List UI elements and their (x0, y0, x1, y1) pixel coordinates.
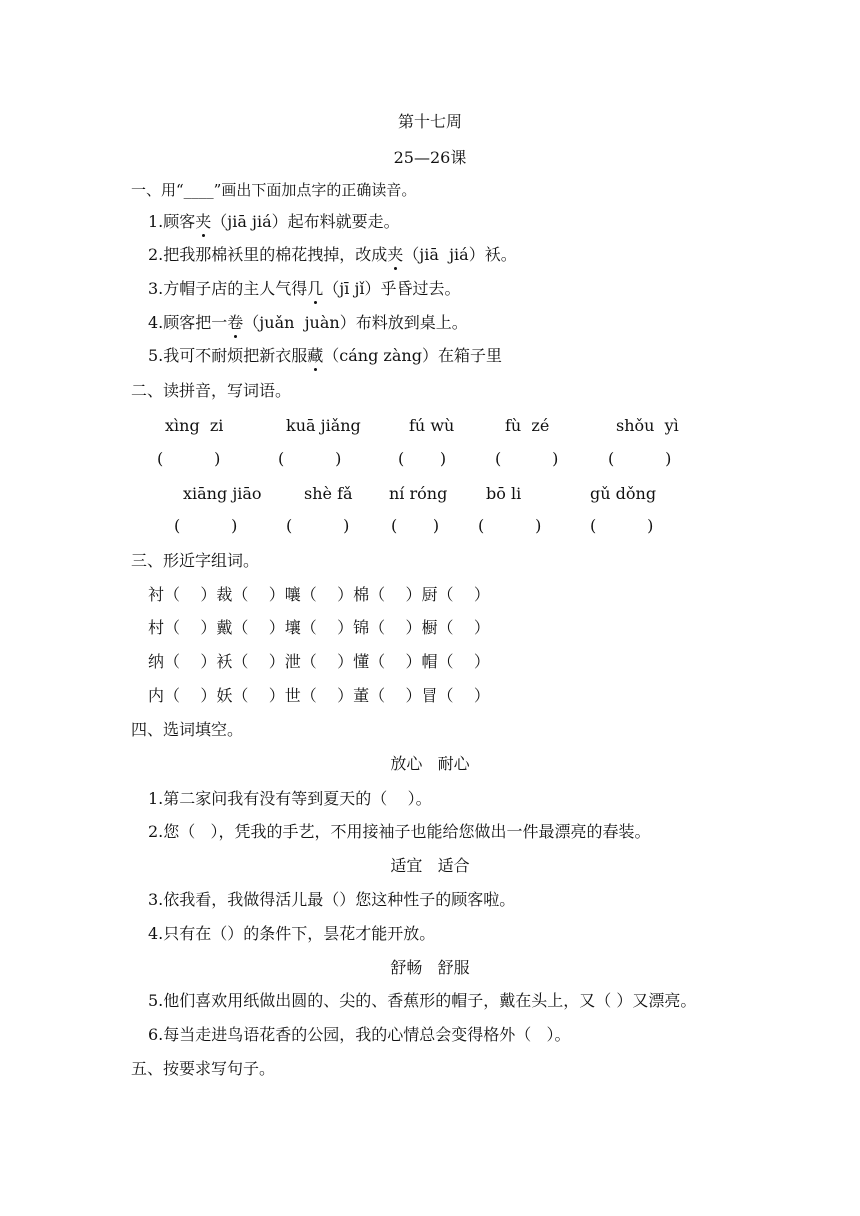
answer-paren[interactable]: （ ） (300, 618, 354, 637)
answer-paren[interactable]: （ ） (437, 585, 490, 604)
char: 壤 (284, 618, 301, 637)
answer-blank[interactable]: ( ) (478, 516, 542, 535)
pinyin-10: gǔ dǒng (590, 484, 657, 503)
answer-blank[interactable]: ( ) (398, 449, 447, 468)
char: 嚷 (284, 585, 301, 604)
answer-blank[interactable]: ( ) (157, 449, 221, 468)
char-row-4 (148, 686, 490, 706)
answer-blank[interactable]: ( ) (286, 516, 350, 535)
pinyin-2: kuā jiǎng (286, 416, 361, 435)
char: 内 (148, 686, 165, 705)
answer-paren[interactable]: （ ） (369, 585, 422, 604)
answer-paren[interactable]: （ ） (232, 618, 285, 637)
answer-blank[interactable]: ( ) (278, 449, 342, 468)
char: 帽 (421, 652, 438, 671)
q1-item-5: 5.我可不耐烦把新衣服藏（cáng zàng）在箱子里 (148, 346, 502, 365)
word-pair-2: 适宜 适合 (390, 856, 470, 875)
char: 橱 (421, 618, 438, 637)
answer-paren[interactable]: （ ） (164, 686, 217, 705)
word-pair-3: 舒畅 舒服 (390, 958, 470, 977)
q1-item-1: 1.顾客夹（jiā jiá）起布料就要走。 (148, 212, 400, 231)
q1-item-2: 2.把我那棉袄里的棉花拽掉，改成夹（jiā jiá）袄。 (148, 245, 517, 264)
char: 纳 (148, 652, 165, 671)
char: 棉 (353, 585, 370, 604)
answer-paren[interactable]: （ ） (300, 686, 354, 705)
pinyin-1: xìng zi (165, 416, 224, 435)
answer-blank[interactable]: ( ) (391, 516, 440, 535)
answer-paren[interactable]: （ ） (369, 686, 422, 705)
answer-paren[interactable]: （ ） (164, 652, 217, 671)
dotted-char: 藏 (307, 346, 324, 365)
char: 泄 (284, 652, 301, 671)
pinyin-4: fù zé (505, 416, 550, 435)
q4-sentence-2: 2.您（ ），凭我的手艺，不用接袖子也能给您做出一件最漂亮的春装。 (148, 822, 651, 841)
pinyin-5: shǒu yì (616, 416, 679, 435)
answer-paren[interactable]: （ ） (232, 585, 285, 604)
pinyin-8: ní róng (389, 484, 448, 503)
answer-paren[interactable]: （ ） (232, 686, 285, 705)
char: 厨 (421, 585, 438, 604)
dotted-char: 夹 (195, 212, 212, 231)
word-pair-1: 放心 耐心 (390, 754, 470, 773)
pinyin-3: fú wù (409, 416, 455, 435)
q1-item-3: 3.方帽子店的主人气得几（jī jǐ）乎昏过去。 (148, 279, 461, 298)
char-row-1 (148, 585, 490, 605)
answer-paren[interactable]: （ ） (437, 618, 490, 637)
answer-blank[interactable]: ( ) (608, 449, 672, 468)
pinyin-6: xiāng jiāo (183, 484, 262, 503)
char-row-3 (148, 652, 490, 672)
section-3-title: 三、形近字组词。 (131, 551, 260, 570)
dotted-char: 几 (307, 279, 324, 298)
char: 锦 (353, 618, 370, 637)
answer-paren[interactable]: （ ） (369, 652, 422, 671)
section-4-title: 四、选词填空。 (131, 720, 244, 739)
q4-sentence-5: 5.他们喜欢用纸做出圆的、尖的、香蕉形的帽子，戴在头上，又（ ）又漂亮。 (148, 991, 697, 1010)
char: 董 (353, 686, 370, 705)
pinyin-7: shè fǎ (304, 484, 353, 503)
answer-blank[interactable]: ( ) (590, 516, 654, 535)
q4-sentence-1: 1.第二家问我有没有等到夏天的（ ）。 (148, 789, 432, 808)
char: 世 (284, 686, 301, 705)
answer-paren[interactable]: （ ） (300, 585, 354, 604)
section-1-title: 一、用“____”画出下面加点字的正确读音。 (131, 181, 417, 199)
answer-paren[interactable]: （ ） (437, 686, 490, 705)
answer-paren[interactable]: （ ） (232, 652, 285, 671)
char: 冒 (421, 686, 438, 705)
week-title: 第十七周 (397, 112, 462, 131)
char: 妖 (216, 686, 233, 705)
char-row-2 (148, 618, 490, 638)
char: 裁 (216, 585, 233, 604)
lesson-title: 25—26课 (393, 148, 467, 167)
dotted-char: 卷 (227, 313, 244, 332)
q4-sentence-4: 4.只有在（）的条件下，昙花才能开放。 (148, 924, 436, 943)
section-5-title: 五、按要求写句子。 (131, 1059, 276, 1078)
char: 懂 (353, 652, 370, 671)
char: 村 (148, 618, 165, 637)
dotted-char: 夹 (387, 245, 404, 264)
q1-item-4: 4.顾客把一卷（juǎn juàn）布料放到桌上。 (148, 313, 468, 332)
answer-blank[interactable]: ( ) (174, 516, 238, 535)
section-2-title: 二、读拼音，写词语。 (131, 381, 292, 400)
answer-blank[interactable]: ( ) (495, 449, 559, 468)
answer-paren[interactable]: （ ） (437, 652, 490, 671)
answer-paren[interactable]: （ ） (300, 652, 354, 671)
q4-sentence-6: 6.每当走进鸟语花香的公园，我的心情总会变得格外（ ）。 (148, 1025, 571, 1044)
answer-paren[interactable]: （ ） (164, 618, 217, 637)
q4-sentence-3: 3.依我看，我做得活儿最（）您这种性子的顾客啦。 (148, 890, 516, 909)
char: 袄 (216, 652, 233, 671)
answer-paren[interactable]: （ ） (164, 585, 217, 604)
char: 戴 (216, 618, 233, 637)
answer-paren[interactable]: （ ） (369, 618, 422, 637)
char: 衬 (148, 585, 165, 604)
pinyin-9: bō li (486, 484, 522, 503)
